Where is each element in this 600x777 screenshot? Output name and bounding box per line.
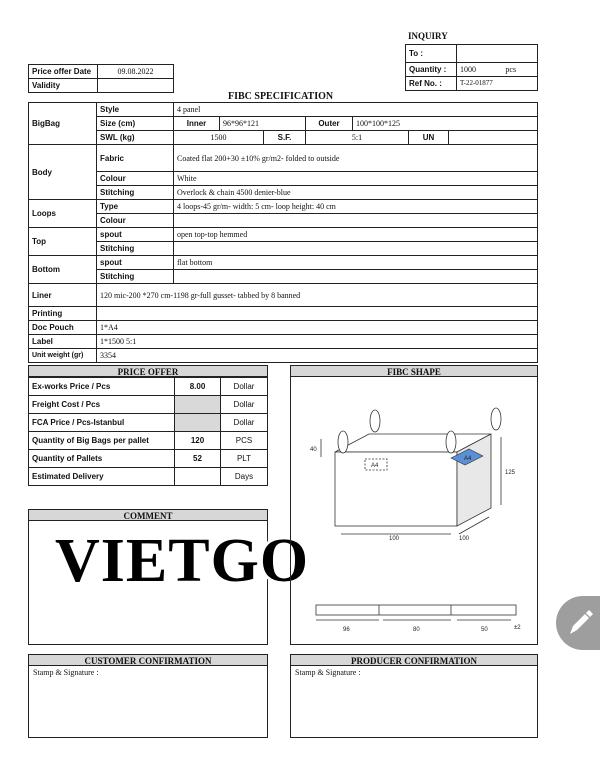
top-spout-value: open top-top hemmed [174,228,538,242]
ref-value: T-22-01877 [457,77,538,91]
outer-label: Outer [306,117,353,131]
price-row [29,396,268,414]
pallet-dim-2: 80 [413,627,420,633]
label-value: 1*1500 5:1 [97,335,538,349]
un-label: UN [409,131,449,145]
height-dim-text: 125 [505,470,516,476]
customer-confirmation-box [28,666,268,738]
price-row-unit: Dollar [221,396,268,414]
fibc-drawing [291,377,537,643]
width-dim-text: 100 [389,536,400,542]
top-spout-label: spout [97,228,174,242]
loop-dim-text: 40 [310,447,317,453]
quantity-label: Quantity : [406,63,457,77]
depth-dim-text: 100 [459,536,470,542]
top-stitching-label: Stitching [97,242,174,256]
fibc-shape-header: FIBC SHAPE [290,365,538,377]
loop-back-left [370,410,380,432]
doc-pouch-label: Doc Pouch [29,321,97,335]
loops-label: Loops [29,200,97,228]
pouch-front-text: A4 [371,463,379,469]
swl-label: SWL (kg) [97,131,174,145]
price-row-label: Estimated Delivery [29,468,175,486]
fibc-shape-box [290,377,538,645]
price-row-label: Quantity of Big Bags per pallet [29,432,175,450]
edit-button[interactable] [556,596,600,650]
pouch-side-text: A4 [464,456,472,462]
loops-type-label: Type [97,200,174,214]
bigbag-label: BigBag [29,103,97,145]
price-row-label: Freight Cost / Pcs [29,396,175,414]
swl-value: 1500 [174,131,264,145]
loop-front-left [338,431,348,453]
vietgo-watermark: VIETGO [55,527,310,595]
price-row-unit: Days [221,468,268,486]
bottom-stitching-value [174,270,538,284]
printing-value [97,307,538,321]
top-label: Top [29,228,97,256]
bag-front-face [335,452,457,526]
pencil-icon [556,596,600,650]
ref-label: Ref No. : [406,77,457,91]
price-row-label: Ex-works Price / Pcs [29,378,175,396]
price-row [29,468,268,486]
quantity-value: 1000 [457,63,503,77]
price-offer-header: PRICE OFFER [28,365,268,377]
printing-label: Printing [29,307,97,321]
price-row-value: 52 [175,450,221,468]
to-label: To : [406,45,457,63]
style-label: Style [97,103,174,117]
customer-stamp-label: Stamp & Signature : [33,668,99,677]
pallet-dim-3: 50 [481,627,488,633]
inquiry-table [405,44,538,91]
producer-confirmation-box [290,666,538,738]
spec-table [28,102,538,363]
sf-value: 5:1 [306,131,409,145]
customer-confirmation-header: CUSTOMER CONFIRMATION [28,654,268,666]
outer-value: 100*100*125 [353,117,538,131]
top-stitching-value [174,242,538,256]
pallet-dim-4: ±2 [514,625,521,631]
size-label: Size (cm) [97,117,174,131]
body-stitching-label: Stitching [97,186,174,200]
label-label: Label [29,335,97,349]
price-row [29,414,268,432]
loop-back-right [491,408,501,430]
price-row-unit: PLT [221,450,268,468]
price-row [29,432,268,450]
loops-type-value: 4 loops-45 gr/m- width: 5 cm- loop height: 40 cm [174,200,538,214]
price-row-value [175,414,221,432]
validity-label: Validity [29,79,98,93]
price-row-value [175,396,221,414]
loops-colour-value [174,214,538,228]
bottom-spout-label: spout [97,256,174,270]
quantity-unit: pcs [502,63,537,77]
pallet-top [316,605,516,615]
style-value: 4 panel [174,103,538,117]
sf-label: S.F. [264,131,306,145]
price-row-label: Quantity of Pallets [29,450,175,468]
doc-pouch-value: 1*A4 [97,321,538,335]
price-row-unit: PCS [221,432,268,450]
unit-weight-value: 3354 [97,349,538,363]
price-row-value: 120 [175,432,221,450]
body-colour-label: Colour [97,172,174,186]
offer-date-label: Price offer Date [29,65,98,79]
spec-title: FIBC SPECIFICATION [228,91,334,102]
body-stitching-value: Overlock & chain 4500 denier-blue [174,186,538,200]
to-value [457,45,538,63]
loop-front-right [446,431,456,453]
unit-weight-label: Unit weight (gr) [29,349,97,363]
producer-stamp-label: Stamp & Signature : [295,668,361,677]
price-offer-table [28,377,268,486]
fabric-value: Coated flat 200+30 ±10% gr/m2- folded to outside [174,145,538,172]
offer-date-value: 09.08.2022 [98,65,174,79]
price-row-value: 8.00 [175,378,221,396]
fabric-label: Fabric [97,145,174,172]
bag-side-face [457,434,491,526]
liner-label: Liner [29,284,97,307]
price-row-value [175,468,221,486]
liner-value: 120 mic-200 *270 cm-1198 gr-full gusset- tabbed by 8 banned [97,284,538,307]
inner-value: 96*96*121 [220,117,306,131]
price-row-unit: Dollar [221,378,268,396]
loops-colour-label: Colour [97,214,174,228]
price-row-unit: Dollar [221,414,268,432]
comment-header: COMMENT [28,509,268,521]
offer-date-table [28,64,174,93]
pallet-dim-1: 96 [343,627,350,633]
price-row [29,378,268,396]
inner-label: Inner [174,117,220,131]
price-row-label: FCA Price / Pcs-Istanbul [29,414,175,432]
price-row [29,450,268,468]
inquiry-title: INQUIRY [408,31,448,41]
validity-value [98,79,174,93]
body-label: Body [29,145,97,200]
bottom-label: Bottom [29,256,97,284]
bottom-stitching-label: Stitching [97,270,174,284]
producer-confirmation-header: PRODUCER CONFIRMATION [290,654,538,666]
bottom-spout-value: flat bottom [174,256,538,270]
body-colour-value: White [174,172,538,186]
